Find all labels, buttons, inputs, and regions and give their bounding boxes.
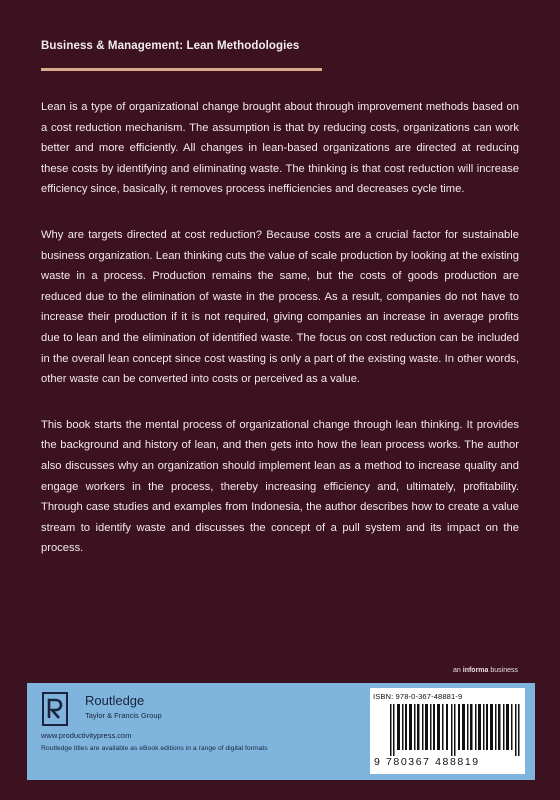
title-divider: [41, 68, 322, 71]
back-cover-blurb: [41, 97, 519, 584]
barcode-panel: [370, 688, 525, 774]
barcode-digits: 9 780367 488819: [374, 756, 480, 768]
series-title: Business & Management: Lean Methodologies: [41, 40, 300, 52]
blurb-paragraph-3: This book starts the mental process of organizational change through lean thinking. It provides the background and history of lean, and then gets into how the lean process works. The author also discusses why an organization should implement lean as a method to increase quality and engage workers in the process, thereby increasing efficiency and, ultimately, profitability. Through case studies and examples from Indonesia, the author describes how to create a value stream to identify waste and discusses the concept of a pull system and its impact on the process.: [41, 418, 519, 555]
informa-brand: informa: [462, 667, 489, 674]
publisher-group: Taylor & Francis Group: [85, 711, 162, 720]
blurb-paragraph-1: Lean is a type of organizational change brought about through improvement methods based on a cost reduction mechanism. The assumption is that by reducing costs, organizations can work better and more efficiently. All changes in lean-based organizations are directed at reducing these costs by identifying and eliminating waste. The thinking is that cost reduction will increase efficiency since, basically, it removes process inefficiencies and decreases cycle time.: [41, 101, 519, 196]
blurb-paragraph-2: Why are targets directed at cost reduction? Because costs are a crucial factor for sustainable business organization. Lean thinking cuts the value of scale production by looking at the existing waste in a process. Production remains the same, but the costs of goods production are reduced due to the elimination of waste in the process. As a result, companies do not have to increase their production if it is not required, giving companies an increase in average profits due to lean and the elimination of identified waste. The focus on cost reduction can be included in the overall lean concept since cost wasting is only a part of the existing waste. In other words, other waste can be converted into costs or perceived as a value.: [41, 228, 519, 386]
informa-business-tag: [453, 667, 518, 674]
ebook-note: Routledge titles are available as eBook editions in a range of digital formats: [41, 745, 268, 752]
informa-suffix: business: [488, 667, 518, 674]
routledge-logo-icon: [41, 691, 69, 727]
publisher-name: Routledge: [85, 693, 145, 708]
barcode-icon: [390, 704, 520, 756]
informa-prefix: an: [453, 667, 463, 674]
isbn-label: ISBN: 978-0-367-48881-9: [373, 692, 463, 701]
publisher-footer: [27, 683, 535, 780]
publisher-website: www.productivitypress.com: [41, 731, 132, 740]
